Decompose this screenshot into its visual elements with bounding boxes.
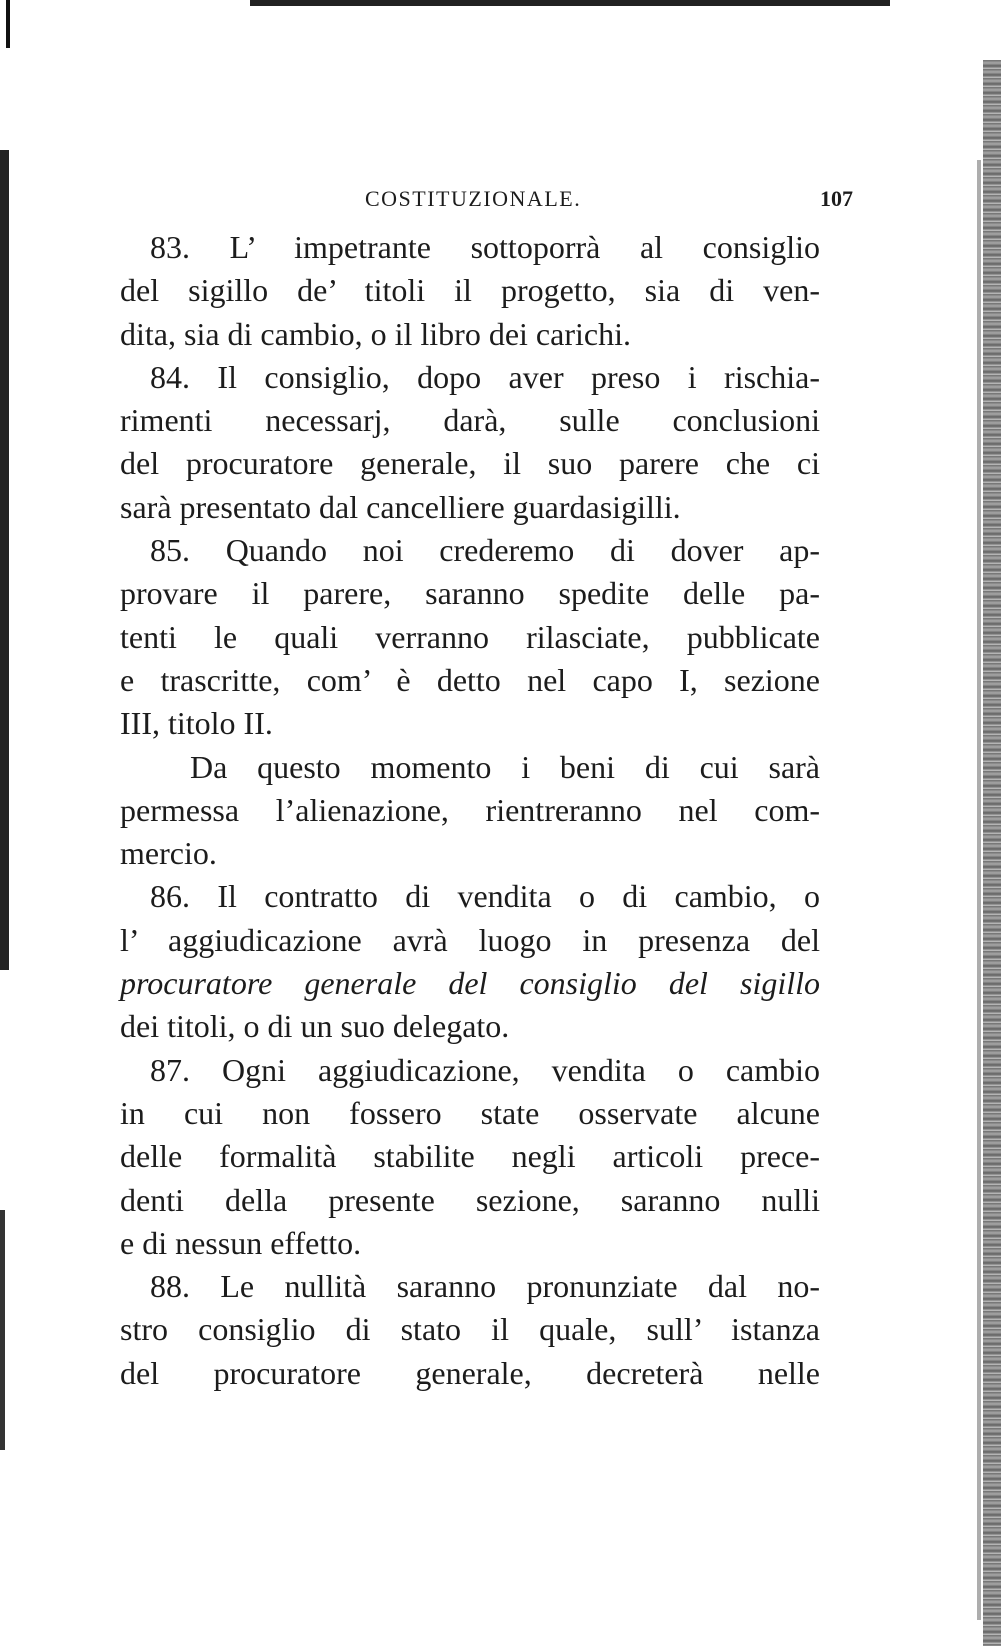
text-line: 84. Il consiglio, dopo aver preso i rischia- xyxy=(150,358,820,395)
text-line: e trascritte, com’ è detto nel capo I, sezione xyxy=(120,661,820,698)
text-line: provare il parere, saranno spedite delle pa- xyxy=(120,575,820,612)
text-line: mercio. xyxy=(120,835,217,872)
text-line: del procuratore generale, il suo parere che ci xyxy=(120,445,820,482)
page-number: 107 xyxy=(820,186,853,211)
body-text xyxy=(120,226,820,1395)
text-line: e di nessun effetto. xyxy=(120,1224,362,1261)
text-line: in cui non fossero state osservate alcune xyxy=(120,1094,820,1131)
text-line: del sigillo de’ titoli il progetto, sia di ven- xyxy=(120,272,820,309)
scan-right-edge-line xyxy=(977,160,981,1620)
scan-top-rule xyxy=(250,0,890,6)
text-line: denti della presente sezione, saranno nulli xyxy=(120,1181,820,1218)
text-line: tenti le quali verranno rilasciate, pubblicate xyxy=(120,618,820,655)
text-line: dei titoli, o di un suo delegato. xyxy=(120,1008,510,1045)
scan-left-edge-lower xyxy=(0,1210,5,1450)
text-line: permessa l’alienazione, rientreranno nel com- xyxy=(120,791,820,828)
text-line: del procuratore generale, decreterà nelle xyxy=(120,1354,820,1391)
text-line: Da questo momento i beni di cui sarà xyxy=(190,748,820,785)
text-line: 87. Ogni aggiudicazione, vendita o cambio xyxy=(150,1051,820,1088)
text-line: III, titolo II. xyxy=(120,705,273,742)
text-line: procuratore generale del consiglio del sigillo xyxy=(120,965,820,1002)
scan-right-edge xyxy=(983,60,1001,1646)
text-line: 86. Il contratto di vendita o di cambio, o xyxy=(150,878,820,915)
scan-corner-mark xyxy=(6,0,10,48)
page-header xyxy=(0,186,1001,222)
running-title: COSTITUZIONALE. xyxy=(365,186,582,211)
text-line: 85. Quando noi crederemo di dover ap- xyxy=(150,532,820,569)
text-line: sarà presentato dal cancelliere guardasigilli. xyxy=(120,488,681,525)
text-line: rimenti necessarj, darà, sulle conclusioni xyxy=(120,402,820,439)
text-line: stro consiglio di stato il quale, sull’ istanza xyxy=(120,1311,820,1348)
scan-left-edge xyxy=(0,150,9,970)
text-line: l’ aggiudicazione avrà luogo in presenza del xyxy=(120,921,820,958)
text-line: delle formalità stabilite negli articoli prece- xyxy=(120,1138,820,1175)
text-line: dita, sia di cambio, o il libro dei carichi. xyxy=(120,315,631,352)
text-line: 83. L’ impetrante sottoporrà al consiglio xyxy=(150,229,820,265)
text-line: 88. Le nullità saranno pronunziate dal no- xyxy=(150,1268,820,1305)
